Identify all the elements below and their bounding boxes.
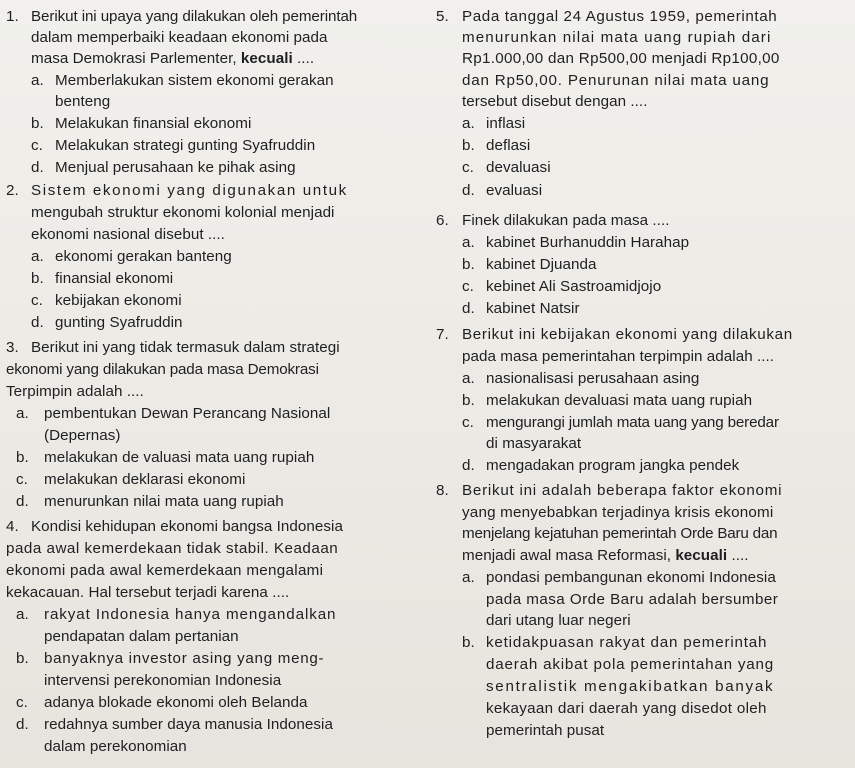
option-text[interactable]: deflasi [486,137,531,154]
option-text[interactable]: melakukan de valuasi mata uang rupiah [44,449,315,466]
option-text[interactable]: mengurangi jumlah mata uang yang beredar [486,414,779,431]
option-letter[interactable]: d. [462,182,475,199]
question-stem-line: Berikut ini adalah beberapa faktor ekonomi [462,482,783,499]
question-stem-line: Terpimpin adalah .... [6,383,144,400]
option-text[interactable]: nasionalisasi perusahaan asing [486,370,700,387]
option-text[interactable]: kabinet Burhanuddin Harahap [486,234,690,251]
option-letter[interactable]: c. [16,694,28,711]
option-text[interactable]: devaluasi [486,159,551,176]
option-text[interactable]: kabinet Natsir [486,300,580,317]
option-text[interactable]: kebijakan ekonomi [55,292,182,309]
option-text[interactable]: intervensi perekonomian Indonesia [44,672,282,689]
option-text[interactable]: gunting Syafruddin [55,314,183,331]
option-letter[interactable]: b. [16,449,29,466]
question-stem-line: pada awal kemerdekaan tidak stabil. Keadaan [6,540,339,557]
question-stem-line: tersebut disebut dengan .... [462,93,648,110]
question-stem-line: ekonomi pada awal kemerdekaan mengalami [6,562,324,579]
question-number: 1. [6,8,19,25]
option-text[interactable]: pendapatan dalam pertanian [44,628,239,645]
option-letter[interactable]: a. [16,606,29,623]
question-stem-line: Finek dilakukan pada masa .... [462,212,670,229]
option-letter[interactable]: a. [462,569,475,586]
option-text[interactable]: pada masa Orde Baru adalah bersumber [486,591,779,608]
option-letter[interactable]: d. [462,457,475,474]
option-text[interactable]: inflasi [486,115,526,132]
question-stem-line-with-emphasis: masa Demokrasi Parlementer, kecuali .... [31,50,315,67]
option-text[interactable]: melakukan devaluasi mata uang rupiah [486,392,753,409]
option-letter[interactable]: a. [31,72,44,89]
option-text[interactable]: sentralistik mengakibatkan banyak [486,678,775,695]
option-text[interactable]: benteng [55,93,111,110]
option-letter[interactable]: a. [462,115,475,132]
option-letter[interactable]: b. [462,634,475,651]
option-text[interactable]: Melakukan strategi gunting Syafruddin [55,137,316,154]
question-stem-line: kekacauan. Hal tersebut terjadi karena .... [6,584,290,601]
question-stem-line: ekonomi yang dilakukan pada masa Demokrasi [6,361,319,378]
question-stem-line: Sistem ekonomi yang digunakan untuk [31,182,348,199]
question-stem-line: Berikut ini yang tidak termasuk dalam strategi [31,339,340,356]
question-stem-line: dalam memperbaiki keadaan ekonomi pada [31,29,328,46]
question-number: 2. [6,182,19,199]
emphasis-kecuali: kecuali [240,50,293,67]
option-letter[interactable]: b. [16,650,29,667]
option-text[interactable]: mengadakan program jangka pendek [486,457,740,474]
option-letter[interactable]: c. [462,278,474,295]
option-letter[interactable]: a. [16,405,29,422]
option-letter[interactable]: c. [16,471,28,488]
question-stem-line: menurunkan nilai mata uang rupiah dari [462,29,772,46]
option-text[interactable]: menurunkan nilai mata uang rupiah [44,493,284,510]
option-text[interactable]: dalam perekonomian [44,738,187,755]
option-letter[interactable]: b. [462,392,475,409]
option-letter[interactable]: b. [31,115,44,132]
question-stem-line: Pada tanggal 24 Agustus 1959, pemerintah [462,8,778,25]
option-text[interactable]: kekayaan dari daerah yang disedot oleh [486,700,767,717]
question-number: 3. [6,339,19,356]
option-text[interactable]: rakyat Indonesia hanya mengandalkan [44,606,337,623]
option-letter[interactable]: d. [31,159,44,176]
option-text[interactable]: pembentukan Dewan Perancang Nasional [44,405,331,422]
question-stem-line: mengubah struktur ekonomi kolonial menjadi [31,204,335,221]
option-text[interactable]: melakukan deklarasi ekonomi [44,471,246,488]
question-number: 5. [436,8,449,25]
option-text[interactable]: Memberlakukan sistem ekonomi gerakan [55,72,334,89]
question-number: 8. [436,482,449,499]
option-text[interactable]: kabinet Djuanda [486,256,597,273]
option-letter[interactable]: b. [31,270,44,287]
option-text[interactable]: daerah akibat pola pemerintahan yang [486,656,775,673]
question-stem-line: yang menyebabkan terjadinya krisis ekonomi [462,504,774,521]
option-letter[interactable]: a. [462,234,475,251]
option-text[interactable]: pemerintah pusat [486,722,605,739]
option-letter[interactable]: b. [462,256,475,273]
option-letter[interactable]: a. [31,248,44,265]
question-stem-line: Berikut ini upaya yang dilakukan oleh pemerintah [31,8,358,25]
option-letter[interactable]: d. [16,493,29,510]
question-number: 7. [436,326,449,343]
option-text[interactable]: banyaknya investor asing yang meng- [44,650,325,667]
option-text[interactable]: (Depernas) [44,427,121,444]
option-letter[interactable]: d. [31,314,44,331]
option-text[interactable]: evaluasi [486,182,543,199]
option-text[interactable]: redahnya sumber daya manusia Indonesia [44,716,333,733]
option-text[interactable]: di masyarakat [486,435,582,452]
question-stem-line: dan Rp50,00. Penurunan nilai mata uang [462,72,770,89]
option-text[interactable]: Melakukan finansial ekonomi [55,115,252,132]
question-stem-line: Rp1.000,00 dan Rp500,00 menjadi Rp100,00 [462,50,780,67]
option-letter[interactable]: b. [462,137,475,154]
option-letter[interactable]: c. [31,292,43,309]
option-text[interactable]: kebinet Ali Sastroamidjojo [486,278,662,295]
question-stem-line: Kondisi kehidupan ekonomi bangsa Indonesia [31,518,343,535]
question-number: 6. [436,212,449,229]
question-stem-line: Berikut ini kebijakan ekonomi yang dilakukan [462,326,793,343]
option-text[interactable]: adanya blokade ekonomi oleh Belanda [44,694,308,711]
emphasis-kecuali: kecuali [675,547,728,564]
option-text[interactable]: ekonomi gerakan banteng [55,248,232,265]
question-number: 4. [6,518,19,535]
question-stem-line: menjelang kejatuhan pemerintah Orde Baru dan [462,525,778,542]
question-stem-line-with-emphasis: menjadi awal masa Reformasi, kecuali .... [462,547,749,564]
option-letter[interactable]: c. [462,159,474,176]
option-letter[interactable]: d. [16,716,29,733]
option-text[interactable]: Menjual perusahaan ke pihak asing [55,159,296,176]
option-letter[interactable]: a. [462,370,475,387]
option-text[interactable]: finansial ekonomi [55,270,174,287]
option-letter[interactable]: d. [462,300,475,317]
option-letter[interactable]: c. [31,137,43,154]
option-text[interactable]: dari utang luar negeri [486,612,631,629]
option-text[interactable]: pondasi pembangunan ekonomi Indonesia [486,569,776,586]
question-stem-line: pada masa pemerintahan terpimpin adalah .... [462,348,775,365]
option-letter[interactable]: c. [462,414,474,431]
option-text[interactable]: ketidakpuasan rakyat dan pemerintah [486,634,768,651]
question-stem-line: ekonomi nasional disebut .... [31,226,225,243]
